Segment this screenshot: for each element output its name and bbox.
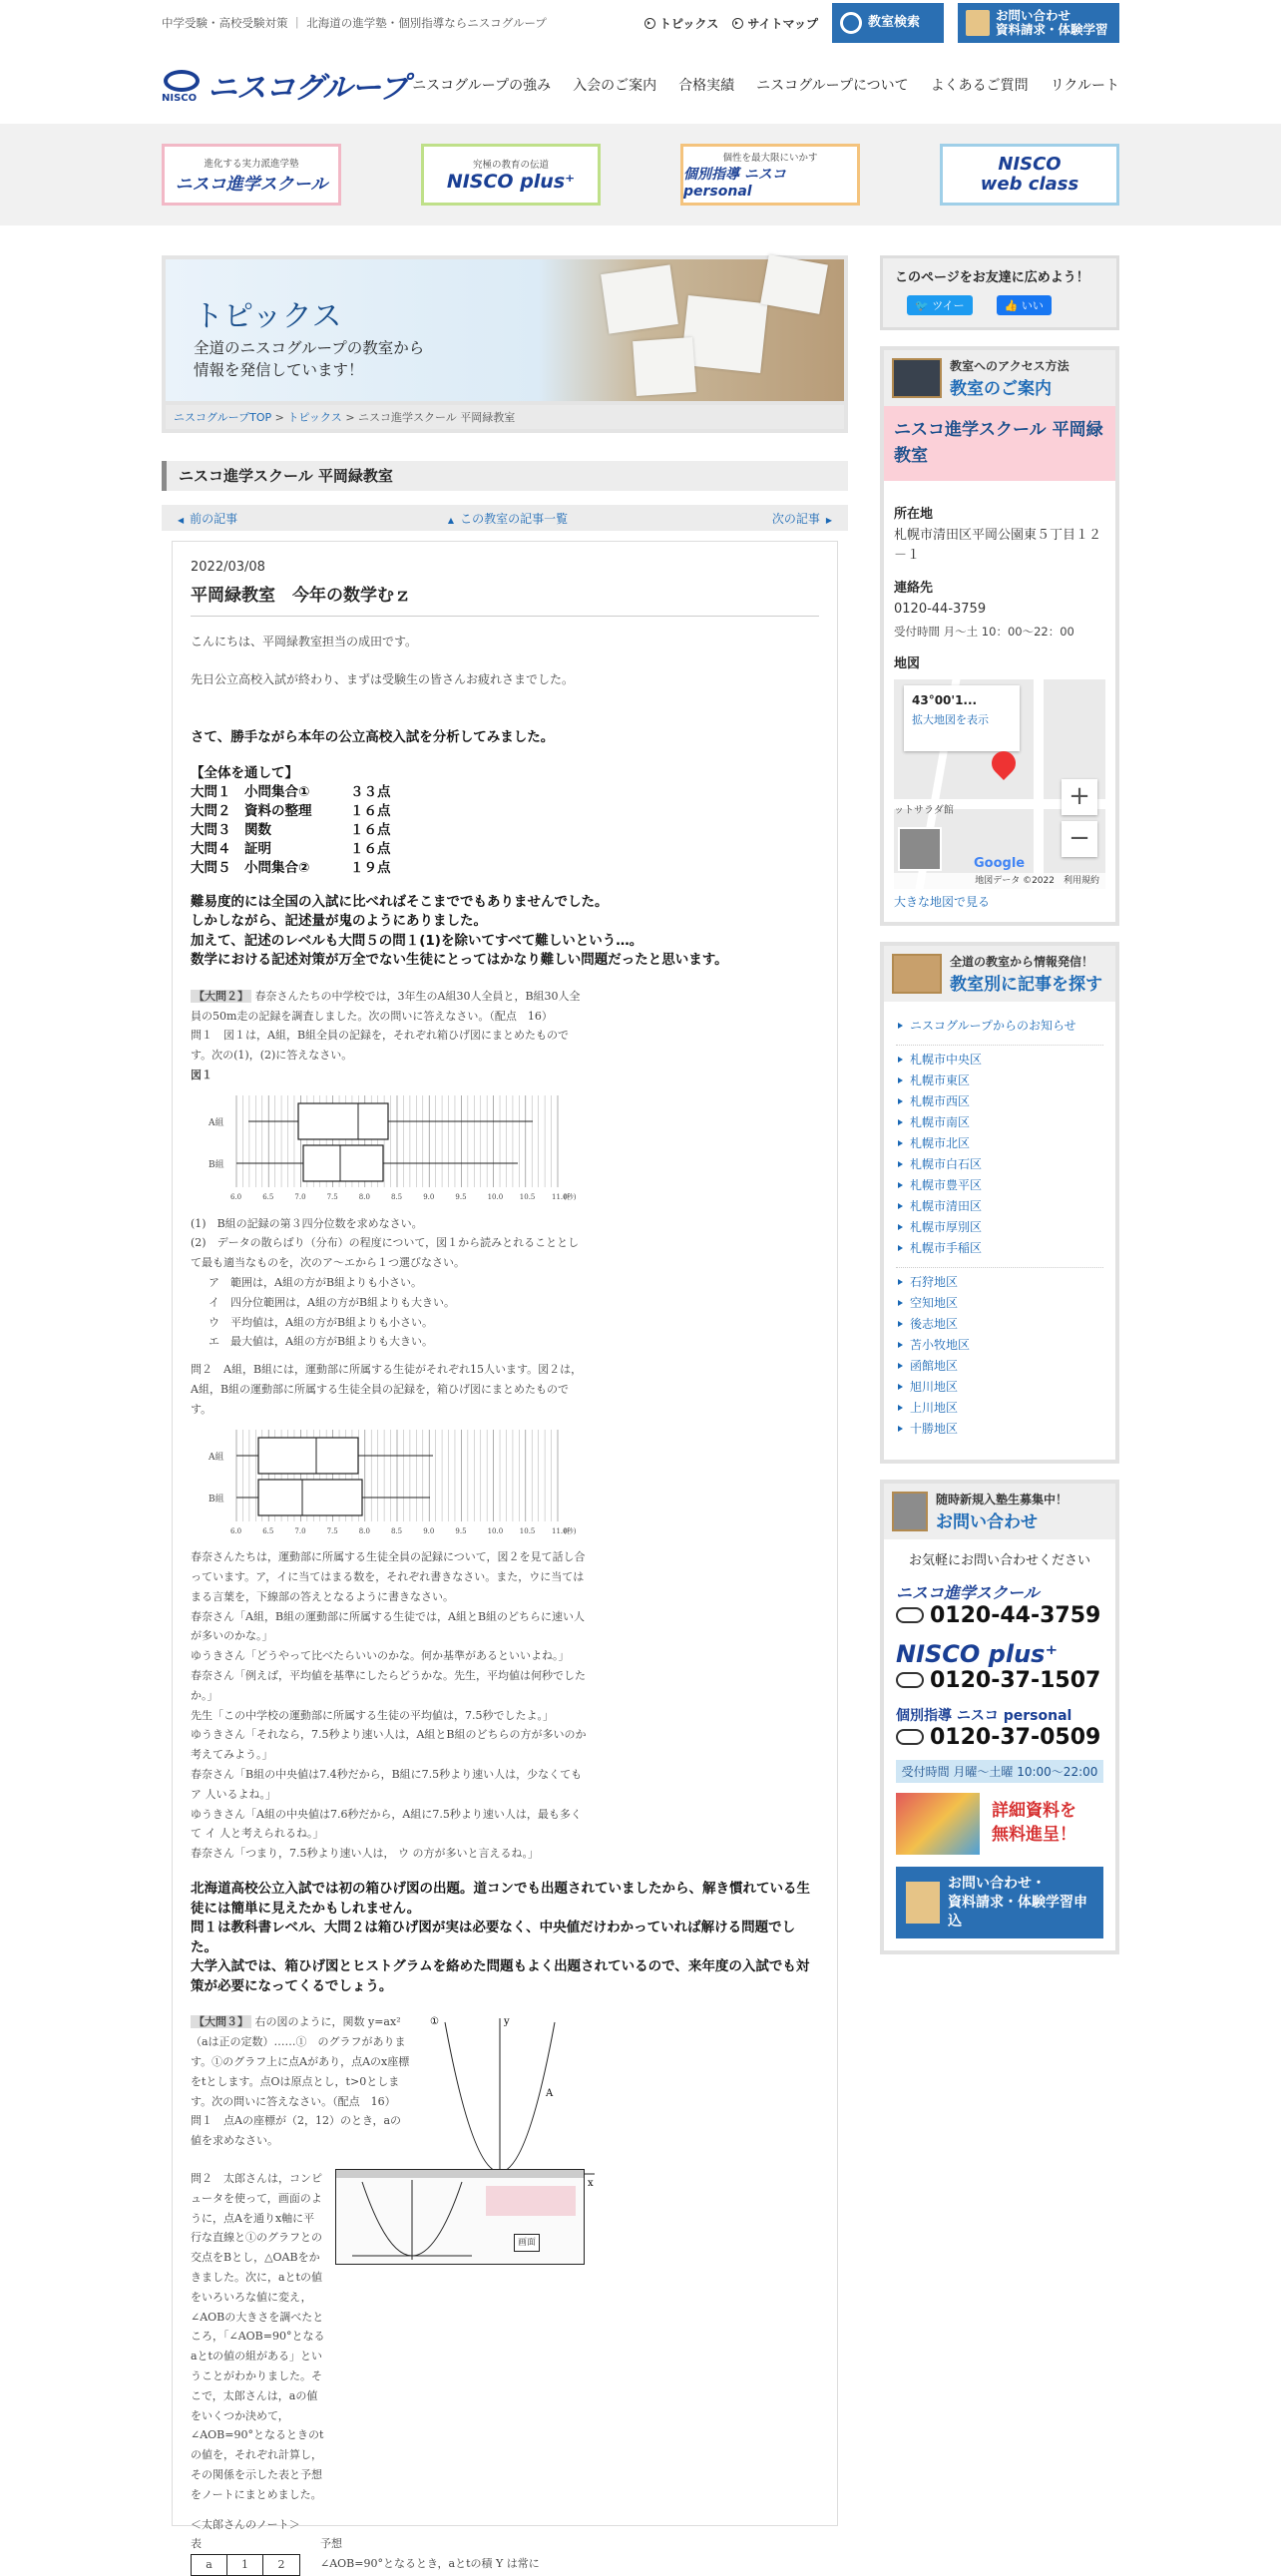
area-link[interactable]: 後志地区 <box>896 1314 1103 1335</box>
header <box>162 46 1119 124</box>
area-link[interactable]: 函館地区 <box>896 1356 1103 1377</box>
blackboard-icon <box>892 358 942 398</box>
axis-tick-label: 8.0 <box>358 1192 370 1201</box>
big-map-link[interactable]: 大きな地図で見る <box>894 894 991 909</box>
banner-nisco-web-class[interactable]: NISCO web class <box>940 144 1119 206</box>
area-link[interactable]: 空知地区 <box>896 1293 1103 1314</box>
google-map[interactable]: 43°00'1... 拡大地図を表示 ットサラダ館 + − Google 地図データ ©2022 利用規約 <box>894 679 1105 889</box>
site-tagline: 中学受験・高校受験対策 ｜ 北海道の進学塾・個別指導ならニスコグループ <box>162 16 547 30</box>
classroom-info-box: 教室へのアクセス方法 教室のご案内 ニスコ進学スクール 平岡緑教室 所在地 札幌市清田区平岡公園東５丁目１２－１ 連絡先 0120-44-3759 受付時間 月～土 10：00～22：00 地図 43°00'1... 拡大地図を表示 ットサラダ館 + − Google 地図データ ©2022 利用規約 大きな地図で見る <box>880 346 1119 926</box>
svg-text:A: A <box>546 2088 554 2100</box>
banner-nisco-personal[interactable]: 個性を最大限にいかす 個別指導 ニスコ personal <box>680 144 860 206</box>
svg-text:A組: A組 <box>209 1452 224 1463</box>
exam-question-2-image: 【大問２】 春奈さんたちの中学校では，3年生のA組30人全員と，B組30人全員の50m走の記録を調査しました。次の問いに答えなさい。（配点 16） 問１ 図１は，A組，B組全員の記録を，それぞれ箱ひげ図にまとめたものです。次の(1)，(2)に答えなさい。 図１ A組 B組 6.0 6.5 7.0 7.5 8.0 8.5 9.0 9.5 10.0 10.5 11.0 (秒) (1) B組の記録の第３四分位数を求めなさい。 (2) データの散らばり（分布）の程度について，図１から読みとれることとして最も適当なものを，次のア～エから１つ選びなさい。 ア 範囲は，A組の方がB組よりも小さい。 イ 四分位範囲は，A組の方がB組よりも大きい。 ウ 平均値は，A組の方がB組よりも小さい。 エ 最大値は，A組の方がB組よりも大きい。 問２ A組，B組には，運動部に所属する生徒がそれぞれ15人います。図２は，A組，B組の運動部に所属する生徒全員の記録を，箱ひげ図にまとめたものです。 A組 B組 6.0 6.5 7.0 7.5 8.0 8.5 9.0 9.5 10.0 10.5 11.0 (秒) 春奈さんたちは，運動部に所属する生徒全員の記録について，図２を見て話し合っています。ア，イに当てはまる数を，それぞれ書きなさい。また，ウに当てはまる言葉を，下線部の答えとなるように書きなさい。 春奈さん「A組，B組の運動部に所属する生徒では，A組とB組のどちらに速い人が多いのかな。」 ゆうきさん「どうやって比べたらいいのかな。何か基準があるといいよね。」 春奈さん「例えば，平均値を基準にしたらどうかな。先生，平均値は何秒でしたか。」 先生「この中学校の運動部に所属する生徒の平均値は，7.5秒でしたよ。」 ゆうきさん「それなら，7.5秒より速い人は，A組とB組のどちらの方が多いのか考えてみよう。」 春奈さん「B組の中央値は7.4秒だから，B組に7.5秒より速い人は，少なくても ア 人いるよね。」 ゆうきさん「A組の中央値は7.6秒だから，A組に7.5秒より速い人は，最も多くて イ 人と考えられるね。」 春奈さん「つまり，7.5秒より速い人は， ウ の方が多いと言えるね。」 <box>191 989 587 1861</box>
breadcrumb-current: ニスコ進学スクール 平岡緑教室 <box>358 411 516 424</box>
area-link[interactable]: 旭川地区 <box>896 1377 1103 1398</box>
envelope-icon <box>966 10 990 36</box>
area-link[interactable]: 札幌市清田区 <box>896 1196 1103 1217</box>
axis-tick-label: 8.0 <box>358 1526 370 1535</box>
area-link[interactable]: 札幌市手稲区 <box>896 1238 1103 1259</box>
contact-nisco-plus[interactable]: NISCO plus⁺ 0120-37-1507 <box>896 1639 1101 1693</box>
axis-tick-label: 10.0 <box>487 1526 504 1535</box>
breadcrumb-topics[interactable]: トピックス <box>287 411 342 424</box>
section-title: ニスコ進学スクール 平岡緑教室 <box>162 461 848 491</box>
axis-tick-label: 6.0 <box>230 1192 242 1201</box>
phone[interactable]: 0120-44-3759 <box>894 602 987 617</box>
share-box: このページをお友達に広めよう！ 🐦 ツイー 👍 いい <box>880 255 1119 330</box>
nav-faq[interactable]: よくあるご質問 <box>930 78 1029 94</box>
svg-text:B組: B組 <box>209 1494 224 1504</box>
school-name: ニスコ進学スクール 平岡緑教室 <box>884 406 1115 481</box>
brochure-image <box>896 1793 980 1855</box>
analysis-text: 難易度的には全国の入試に比べればそこまででもありませんでした。 しかしながら、記述量が鬼のようにありました。 加えて、記述のレベルも大問５の問１(1)を除いてすべて難しいという…。 数学における記述対策が万全でない生徒にとってはかなり難しい問題だったと思います。 <box>191 893 728 969</box>
paragraph: 先日公立高校入試が終わり、まずは受験生の皆さんお疲れさまでした。 <box>191 672 575 686</box>
main-content <box>162 255 848 2572</box>
parabola-graph <box>420 2012 600 2192</box>
axis-tick-label: 7.5 <box>326 1192 338 1201</box>
axis-tick-label: 10.5 <box>519 1192 536 1201</box>
tweet-button[interactable]: 🐦 ツイー <box>907 295 973 315</box>
area-link[interactable]: 札幌市中央区 <box>896 1050 1103 1071</box>
article-search-box: 全道の教室から情報発信！ 教室別に記事を探す ニスコグループからのお知らせ 札幌市中央区 札幌市東区 札幌市西区 札幌市南区 札幌市北区 札幌市白石区 札幌市豊平区 札幌市清田区 札幌市厚別区 札幌市手稲区 石狩地区 空知地区 後志地区 苫小牧地区 函館地区 旭川地区 上川地区 十勝地区 <box>880 942 1119 1464</box>
enlarge-map-link[interactable]: 拡大地図を表示 <box>912 712 989 726</box>
axis-tick-label: 10.0 <box>487 1192 504 1201</box>
axis-tick-label: 11.0 <box>552 1192 568 1201</box>
topics-title: トピックス <box>194 299 342 334</box>
brand-banner-strip <box>0 124 1281 225</box>
axis-tick-label: 7.5 <box>326 1526 338 1535</box>
svg-text:B組: B組 <box>209 1159 224 1170</box>
nav-recruit[interactable]: リクルート <box>1050 78 1119 94</box>
axis-tick-label: 7.0 <box>294 1192 306 1201</box>
exam-question-3-image: 【大問３】 右の図のように，関数 y=ax²（aは正の定数）……① のグラフがあります。①のグラフ上に点Aがあり，点Aのx座標をtとします。点Oは原点とし，t>0とします。次の問いに答えなさい。（配点 16） 問１ 点Aの座標が（2，12）のとき，aの値を求めなさい。 y x A ① 問２ 太郎さんは，コンピュータを使って，画面のように，点Aを通りx軸に平行な直線と①のグラフとの交点をBとし，△OABをかきました。次に，aとtの値をいろいろな値に変え，∠AOBの大きさを調べたところ，「∠AOB=90°となるaとtの値の組がある」ということがわかりました。そこで，太郎さんは，aの値をいくつか決めて，∠AOB=90°となるときのtの値を，それぞれ計算し，その関係を示した表と予想をノートにまとめました。 画面 ＜太郎さんのノート＞ 表 a 1 2 予想 ∠AOB=90°となるとき，aとtの積 Y は常に <box>191 2012 610 2576</box>
article-title: 平岡緑教室 今年の数学むｚ <box>191 581 819 617</box>
note-table: 表 a 1 2 <box>191 2534 300 2576</box>
computer-screen-figure: 画面 <box>335 2169 585 2265</box>
article-date: 2022/03/08 <box>191 560 265 575</box>
box-plot-figure-2 <box>209 1426 588 1535</box>
contact-box: 随時新規入塾生募集中！ お問い合わせ お気軽にお問い合わせください ニスコ進学スクール 0120-44-3759 NISCO plus⁺ 0120-37-1507 個別指導 ニスコ personal 0120-37-0509 受付時間 月曜～土曜 10:00～22:00 詳細資料を 無料進呈！ お問い合わせ・ 資料請求・体験学習申込 <box>880 1480 1119 1955</box>
axis-tick-label: 9.0 <box>423 1526 435 1535</box>
nisco-logo-mark: NISCO <box>162 68 202 102</box>
topics-desc: 全道のニスコグループの教室から 情報を発信しています！ <box>194 339 425 380</box>
area-link[interactable]: 札幌市西区 <box>896 1091 1103 1112</box>
article <box>172 541 838 2572</box>
area-link[interactable]: 札幌市北区 <box>896 1133 1103 1154</box>
map-pin-icon <box>987 746 1021 780</box>
article-pager <box>162 505 848 531</box>
envelope-icon <box>906 1882 940 1924</box>
axis-tick-label: 8.5 <box>391 1192 403 1201</box>
area-link[interactable]: ニスコグループからのお知らせ <box>896 1016 1103 1037</box>
classroom-search-button[interactable]: 教室検索 <box>832 3 944 43</box>
inquiry-button[interactable]: お問い合わせ 資料請求・体験学習 <box>958 3 1119 43</box>
area-link[interactable]: 上川地区 <box>896 1398 1103 1419</box>
inquiry-application-button[interactable]: お問い合わせ・ 資料請求・体験学習申込 <box>896 1867 1103 1939</box>
topics-header <box>162 255 848 405</box>
address: 札幌市清田区平岡公園東５丁目１２－１ <box>894 528 1102 563</box>
banner-nisco-school[interactable]: 進化する実力派進学塾 ニスコ進学スクール <box>162 144 341 206</box>
breadcrumb-home[interactable]: ニスコグループTOP <box>174 411 272 424</box>
freedial-icon <box>896 1607 924 1623</box>
contact-nisco-personal[interactable]: 個別指導 ニスコ personal 0120-37-0509 <box>896 1707 1101 1750</box>
axis-tick-label: 6.5 <box>262 1192 274 1201</box>
area-link[interactable]: 札幌市豊平区 <box>896 1175 1103 1196</box>
area-link[interactable]: 十勝地区 <box>896 1419 1103 1440</box>
axis-tick-label: 10.5 <box>519 1526 536 1535</box>
paragraph: さて、勝手ながら本年の公立高校入試を分析してみました。 <box>191 729 555 745</box>
satellite-toggle[interactable] <box>898 827 942 871</box>
axis-tick-label: 7.0 <box>294 1526 306 1535</box>
axis-tick-label: 11.0 <box>552 1526 568 1535</box>
phone-icon <box>892 1492 928 1531</box>
axis-unit-label: (秒) <box>564 1526 577 1535</box>
top-bar <box>162 0 1119 46</box>
nav-results[interactable]: 合格実績 <box>678 78 735 94</box>
prev-article-link[interactable]: ◀ 前の記事 <box>178 511 238 526</box>
svg-text:x: x <box>588 2178 594 2190</box>
magnifier-icon <box>840 12 862 34</box>
freedial-icon <box>896 1729 924 1745</box>
axis-tick-label: 9.5 <box>455 1192 467 1201</box>
zoom-in-button[interactable]: + <box>1062 779 1097 815</box>
nav-about[interactable]: ニスコグループについて <box>756 78 909 94</box>
area-link[interactable]: 札幌市東区 <box>896 1071 1103 1091</box>
svg-text:A組: A組 <box>209 1117 224 1128</box>
arrow-circle-icon <box>644 18 655 29</box>
axis-tick-label: 9.0 <box>423 1192 435 1201</box>
svg-text:①: ① <box>430 2016 439 2028</box>
contact-nisco-school[interactable]: ニスコ進学スクール 0120-44-3759 <box>896 1582 1101 1628</box>
area-link[interactable]: 札幌市厚別区 <box>896 1217 1103 1238</box>
banner-nisco-plus[interactable]: 究極の教育の伝道 NISCO plus⁺ <box>421 144 601 206</box>
site-logo[interactable] <box>162 63 408 107</box>
sitemap-link[interactable]: サイトマップ <box>732 15 818 32</box>
area-link[interactable]: 札幌市白石区 <box>896 1154 1103 1175</box>
axis-tick-label: 6.0 <box>230 1526 242 1535</box>
analysis-text-2: 北海道高校公立入試では初の箱ひげ図の出題。道コンでも出題されていましたから、解き慣れている生徒には簡単に見えたかもしれません。 問１は教科書レベル、大問２は箱ひげ図が実は必要なく、中央値だけわかっていれば解ける問題でした。 大学入試では、箱ひげ図とヒストグラムを絡めた問題もよく出題されているので、来年度の入試でも対策が必要になってくるでしょう。 <box>191 1881 810 1994</box>
score-breakdown: 【全体を通して】 大問１ 小問集合① ３３点 大問２ 資料の整理 １６点 大問３ 関数 １６点 大問４ 証明 １６点 大問５ 小問集合② １９点 <box>191 764 391 877</box>
axis-tick-label: 6.5 <box>262 1526 274 1535</box>
axis-tick-label: 9.5 <box>455 1526 467 1535</box>
facebook-like-button[interactable]: 👍 いい <box>997 295 1052 315</box>
axis-tick-label: 8.5 <box>391 1526 403 1535</box>
topics-link[interactable]: トピックス <box>644 15 718 32</box>
paragraph: こんにちは、平岡緑教室担当の成田です。 <box>191 635 418 648</box>
area-link[interactable]: 石狩地区 <box>896 1272 1103 1293</box>
global-nav <box>412 75 1119 95</box>
svg-text:y: y <box>504 2016 510 2028</box>
box-plot-figure-1 <box>209 1091 588 1201</box>
area-link[interactable]: 札幌市南区 <box>896 1112 1103 1133</box>
sidebar <box>880 255 1119 2526</box>
next-article-link[interactable]: 次の記事 ▶ <box>771 511 832 526</box>
logo-wordmark: ニスコグループ <box>208 71 408 106</box>
arrow-circle-icon <box>732 18 743 29</box>
nav-strengths[interactable]: ニスコグループの強み <box>412 78 552 94</box>
free-brochure[interactable]: 詳細資料を 無料進呈！ <box>896 1793 1103 1855</box>
article-list-link[interactable]: ▲ この教室の記事一覧 <box>447 511 569 526</box>
freedial-icon <box>896 1672 924 1688</box>
breadcrumb: ニスコグループTOP > トピックス > ニスコ進学スクール 平岡緑教室 <box>162 405 848 433</box>
area-link[interactable]: 苫小牧地区 <box>896 1335 1103 1356</box>
axis-unit-label: (秒) <box>564 1192 577 1201</box>
zoom-out-button[interactable]: − <box>1062 821 1097 857</box>
corkboard-icon <box>892 954 942 994</box>
nav-enrollment[interactable]: 入会のご案内 <box>573 78 657 94</box>
